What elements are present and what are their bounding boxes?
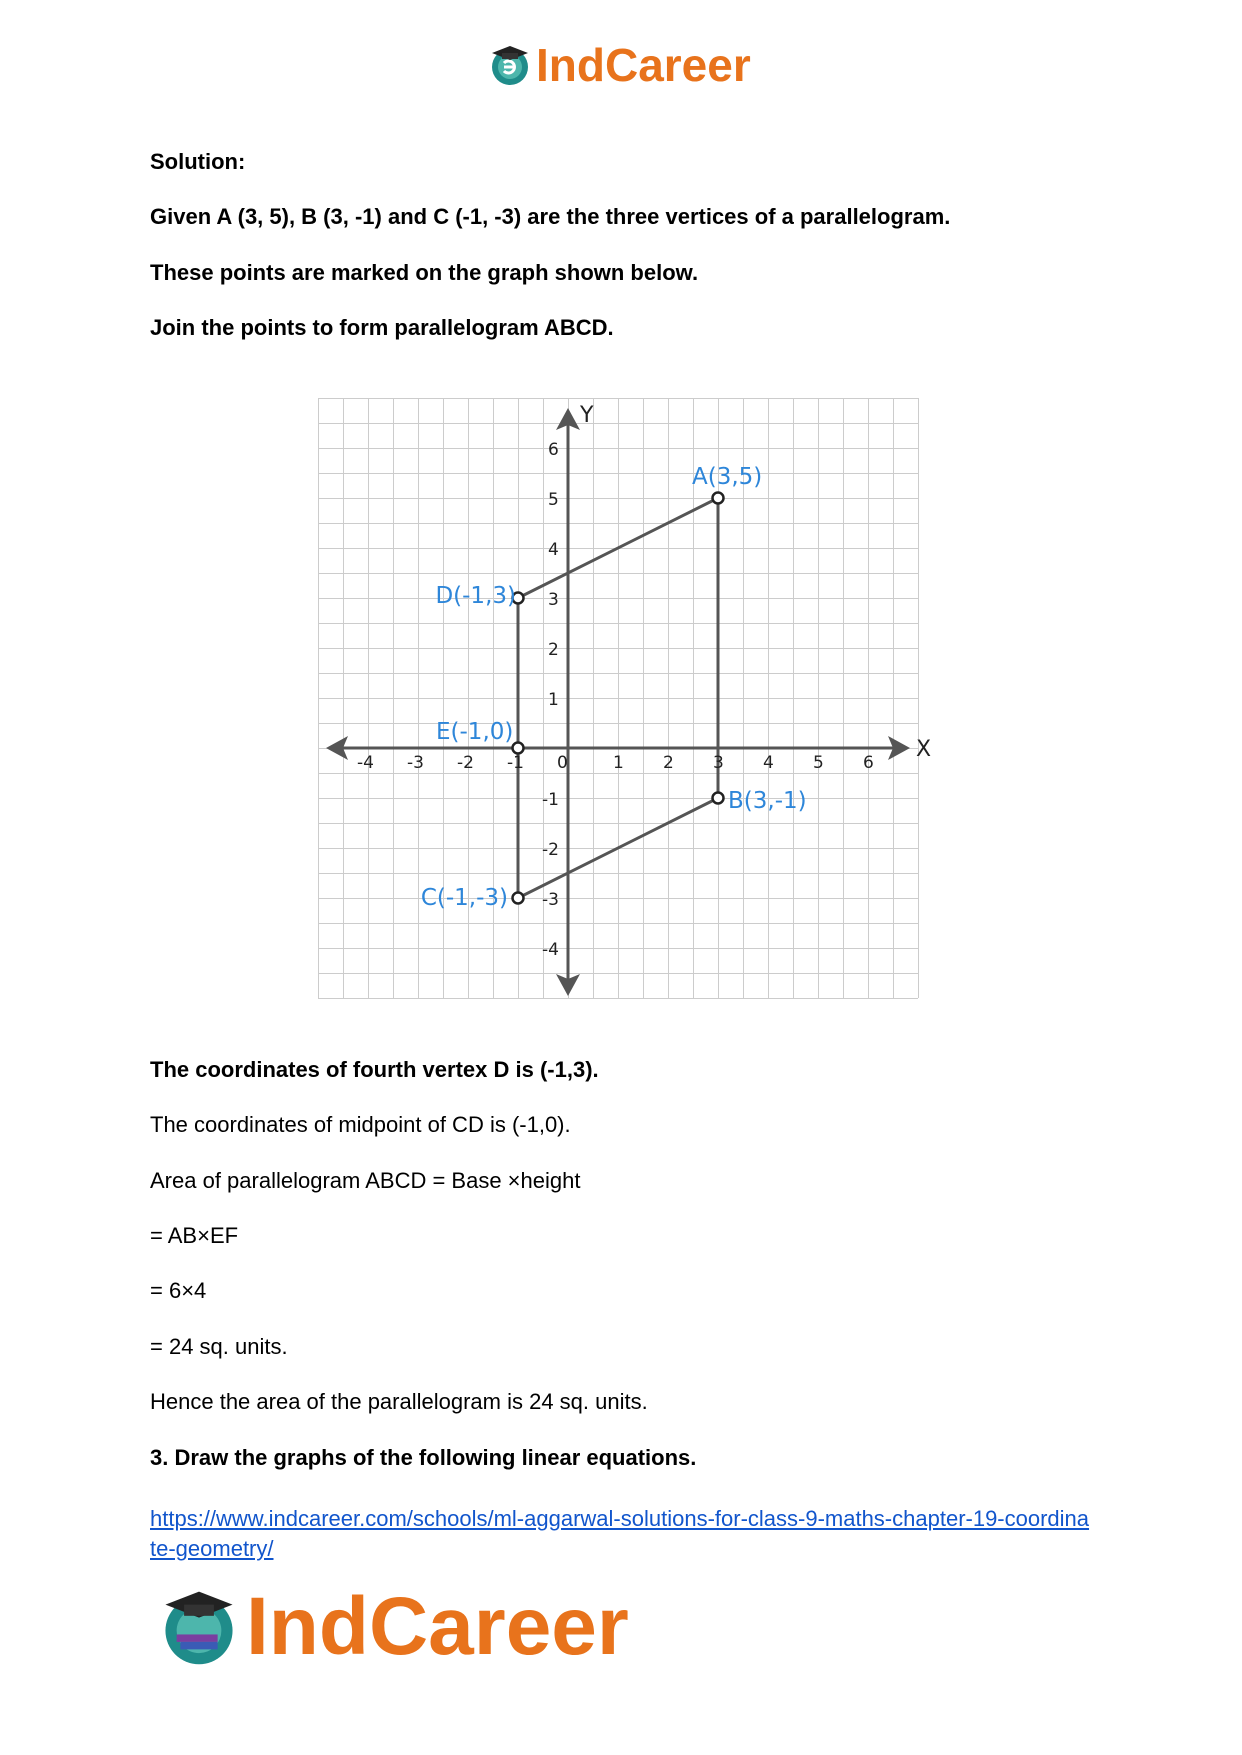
point-a [713, 493, 724, 504]
point-label-c: C(-1,-3) [420, 885, 508, 911]
axes [326, 403, 931, 996]
logo-text: IndCareer [536, 39, 751, 91]
x-tick-label: 1 [613, 753, 624, 773]
question-3: 3. Draw the graphs of the following linear equations. [150, 1445, 697, 1470]
given-statement: Given A (3, 5), B (3, -1) and C (-1, -3) are the three vertices of a parallelogram. [150, 204, 951, 229]
x-tick-label: -3 [407, 753, 424, 773]
x-tick-label: -4 [357, 753, 374, 773]
points [421, 464, 807, 911]
graduation-globe-icon [158, 1586, 240, 1668]
x-tick-label: 0 [557, 753, 568, 773]
y-tick-label: -2 [542, 840, 559, 860]
step-ab-ef: = AB×EF [150, 1223, 239, 1248]
point-label-a: A(3,5) [692, 464, 763, 490]
join-statement: Join the points to form parallelogram ABCD. [150, 315, 614, 340]
step-6x4: = 6×4 [150, 1278, 207, 1303]
x-tick-label: 6 [863, 753, 874, 773]
logo-text: IndCareer [246, 1581, 629, 1672]
y-tick-label: -3 [542, 890, 559, 910]
y-tick-label: 2 [548, 640, 559, 660]
source-link[interactable]: https://www.indcareer.com/schools/ml-aggarwal-solutions-for-class-9-maths-chapter-19-coordinate-geometry/ [150, 1506, 1090, 1561]
point-e [513, 743, 524, 754]
grid [318, 398, 919, 999]
point-c [513, 893, 524, 904]
header-logo [488, 38, 751, 92]
x-tick-label: 4 [763, 753, 774, 773]
x-tick-label: -1 [507, 753, 524, 773]
tick-labels [357, 440, 874, 960]
point-label-e: E(-1,0) [436, 719, 514, 745]
marked-statement: These points are marked on the graph shown below. [150, 260, 699, 285]
midpoint-statement: The coordinates of midpoint of CD is (-1,0). [150, 1112, 571, 1137]
y-tick-label: 5 [548, 490, 559, 510]
x-tick-label: -2 [457, 753, 474, 773]
area-formula: Area of parallelogram ABCD = Base ×height [150, 1168, 581, 1193]
point-b [713, 793, 724, 804]
footer-logo [158, 1580, 629, 1674]
conclusion: Hence the area of the parallelogram is 24 sq. units. [150, 1389, 648, 1414]
y-tick-label: 3 [548, 590, 559, 610]
y-axis-label: Y [580, 403, 594, 428]
x-tick-label: 2 [663, 753, 674, 773]
point-label-d: D(-1,3) [435, 583, 516, 609]
solution-label: Solution: [150, 149, 246, 174]
coordinate-graph [318, 398, 932, 1008]
point-label-b: B(3,-1) [728, 788, 807, 814]
y-tick-label: 1 [548, 690, 559, 710]
step-24: = 24 sq. units. [150, 1334, 288, 1359]
graduation-globe-icon [488, 43, 532, 87]
y-tick-label: -1 [542, 790, 559, 810]
x-tick-label: 3 [713, 753, 724, 773]
y-tick-label: -4 [542, 940, 559, 960]
y-tick-label: 4 [548, 540, 559, 560]
x-axis-label: X [916, 737, 932, 762]
x-tick-label: 5 [813, 753, 824, 773]
fourth-vertex-statement: The coordinates of fourth vertex D is (-1,3). [150, 1057, 599, 1082]
y-tick-label: 6 [548, 440, 559, 460]
